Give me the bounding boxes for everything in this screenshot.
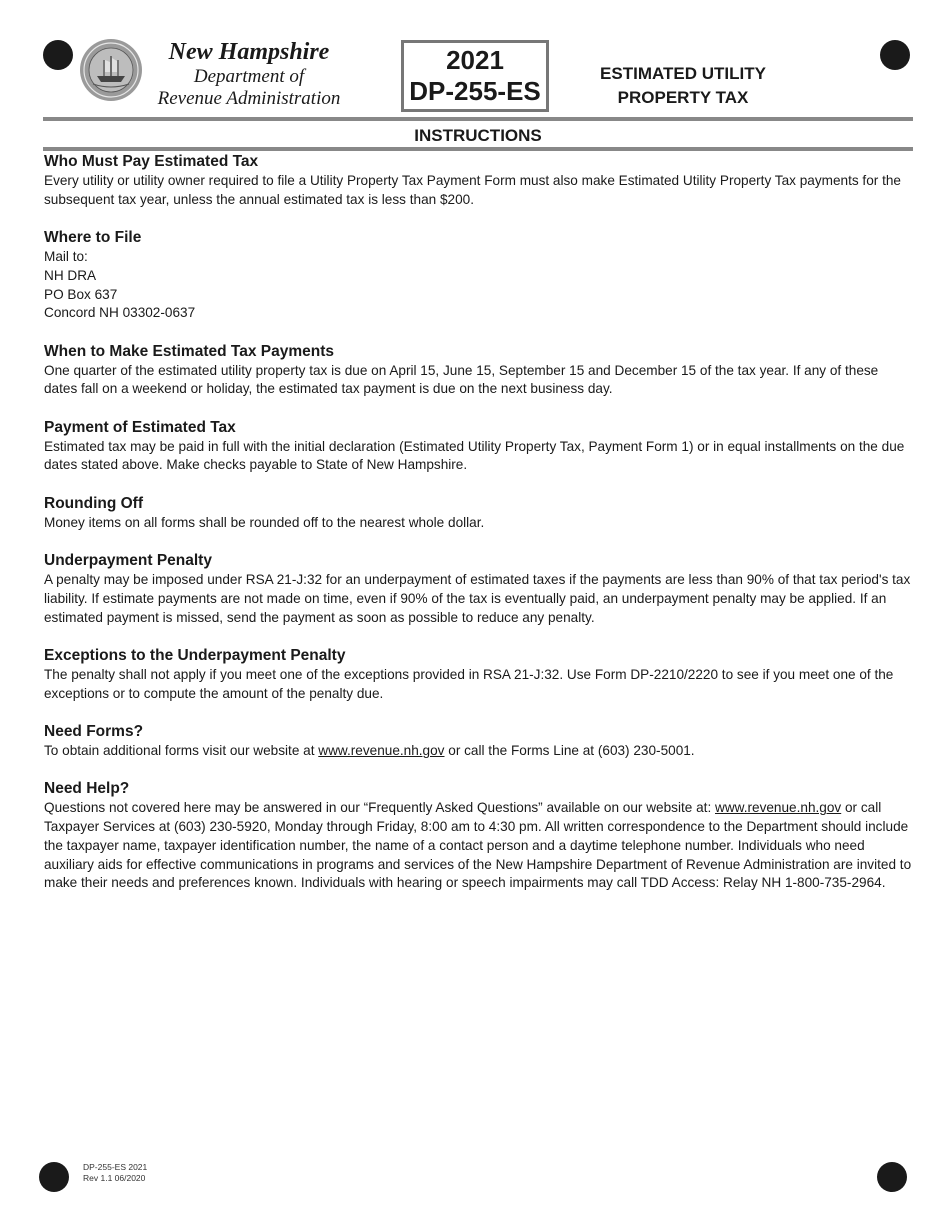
section-text: One quarter of the estimated utility property tax is due on April 15, June 15, September 15 and December 15 of the tax year. If any of these dates fall on a weekend or holiday, the estimated tax payment is due on the next business day. — [44, 362, 879, 397]
agency-name: New Hampshire — [168, 39, 330, 65]
section-text — [44, 742, 914, 761]
header-divider-top — [43, 117, 913, 121]
section-where-to-file — [44, 228, 914, 323]
address-line: PO Box 637 — [44, 286, 118, 302]
form-year: 2021 — [446, 45, 504, 75]
section-heading: Payment of Estimated Tax — [44, 418, 236, 436]
mailing-address — [44, 248, 914, 323]
website-link[interactable]: www.revenue.nh.gov — [715, 800, 842, 816]
address-line: Concord NH 03302-0637 — [44, 305, 196, 321]
form-title-line2: PROPERTY TAX — [617, 88, 749, 107]
section-when-to-pay — [44, 342, 914, 399]
section-heading: Who Must Pay Estimated Tax — [44, 153, 259, 170]
section-text — [44, 799, 914, 893]
header-divider-bottom — [43, 147, 913, 151]
section-text: Money items on all forms shall be rounded off to the nearest whole dollar. — [44, 514, 485, 530]
section-who-must-pay — [44, 152, 914, 209]
section-need-help — [44, 779, 914, 893]
registration-mark-bottom-right — [877, 1162, 907, 1192]
section-heading: Rounding Off — [44, 494, 143, 512]
state-seal-icon — [79, 38, 143, 102]
form-footer — [83, 1162, 147, 1184]
address-line: NH DRA — [44, 267, 97, 283]
section-exceptions — [44, 646, 914, 703]
section-heading: Where to File — [44, 229, 142, 247]
section-need-forms — [44, 722, 914, 761]
form-title-line1: ESTIMATED UTILITY — [600, 64, 766, 83]
section-text: A penalty may be imposed under RSA 21-J:32 for an underpayment of estimated taxes if the payments are less than 90% of that tax period's tax liability. If estimate payments are not made on time, even if 90% of the tax is eventually paid, an underpayment penalty may be applied. If an estimated payment is missed, send the payment as soon as possible to reduce any penalty. — [44, 572, 911, 625]
section-text: Every utility or utility owner required to file a Utility Property Tax Payment Form must also make Estimated Utility Property Tax payments for the subsequent tax year, unless the annual estimated tax is less than $200. — [44, 173, 901, 207]
text-run: To obtain additional forms visit our website at — [44, 743, 319, 759]
section-heading: When to Make Estimated Tax Payments — [44, 342, 334, 360]
instructions-body — [44, 152, 914, 912]
text-run: or call the Forms Line at (603) 230-5001. — [444, 743, 695, 759]
agency-block — [140, 38, 358, 110]
section-text: The penalty shall not apply if you meet one of the exceptions provided in RSA 21-J:32. Use Form DP-2210/2220 to see if you meet one of the exceptions or to compute the amount of the penalty due. — [44, 666, 894, 701]
footer-revision: Rev 1.1 06/2020 — [83, 1173, 146, 1183]
text-run: or call Taxpayer Services at (603) 230-5920, Monday through Friday, 8:00 am to 4:30 pm. All written correspondence to the Department should include the taxpayer name, taxpayer identification number, the name of a contact person and a daytime telephone number. Individuals who need auxiliary aids for effective communications in programs and services of the New Hampshire Department of Revenue Administration are invited to make their needs and preferences known. Individuals with hearing or speech impairments may call TDD Access: Relay NH 1-800-735-2964. — [44, 800, 912, 891]
section-payment — [44, 418, 914, 475]
address-line: Mail to: — [44, 249, 88, 265]
website-link[interactable]: www.revenue.nh.gov — [318, 743, 445, 759]
footer-form-id: DP-255-ES 2021 — [83, 1162, 148, 1172]
registration-mark-top-right — [880, 40, 910, 70]
section-heading: Need Help? — [44, 780, 130, 798]
section-text: Estimated tax may be paid in full with the initial declaration (Estimated Utility Property Tax, Payment Form 1) or in equal installments on the due dates stated above. Make checks payable to State of New Hampshire. — [44, 438, 905, 473]
text-run: Questions not covered here may be answered in our “Frequently Asked Questions” available on our website at: — [44, 800, 715, 816]
registration-mark-bottom-left — [39, 1162, 69, 1192]
agency-department: Department of — [193, 66, 305, 87]
registration-mark-top-left — [43, 40, 73, 70]
form-number: DP-255-ES — [409, 76, 541, 106]
agency-division: Revenue Administration — [157, 88, 341, 109]
instructions-heading: INSTRUCTIONS — [414, 126, 542, 145]
section-rounding — [44, 494, 914, 533]
form-title — [560, 62, 806, 110]
section-heading: Underpayment Penalty — [44, 552, 212, 570]
section-heading: Need Forms? — [44, 723, 144, 741]
section-underpayment-penalty — [44, 551, 914, 627]
section-heading: Exceptions to the Underpayment Penalty — [44, 646, 346, 664]
form-id-box — [401, 40, 549, 112]
